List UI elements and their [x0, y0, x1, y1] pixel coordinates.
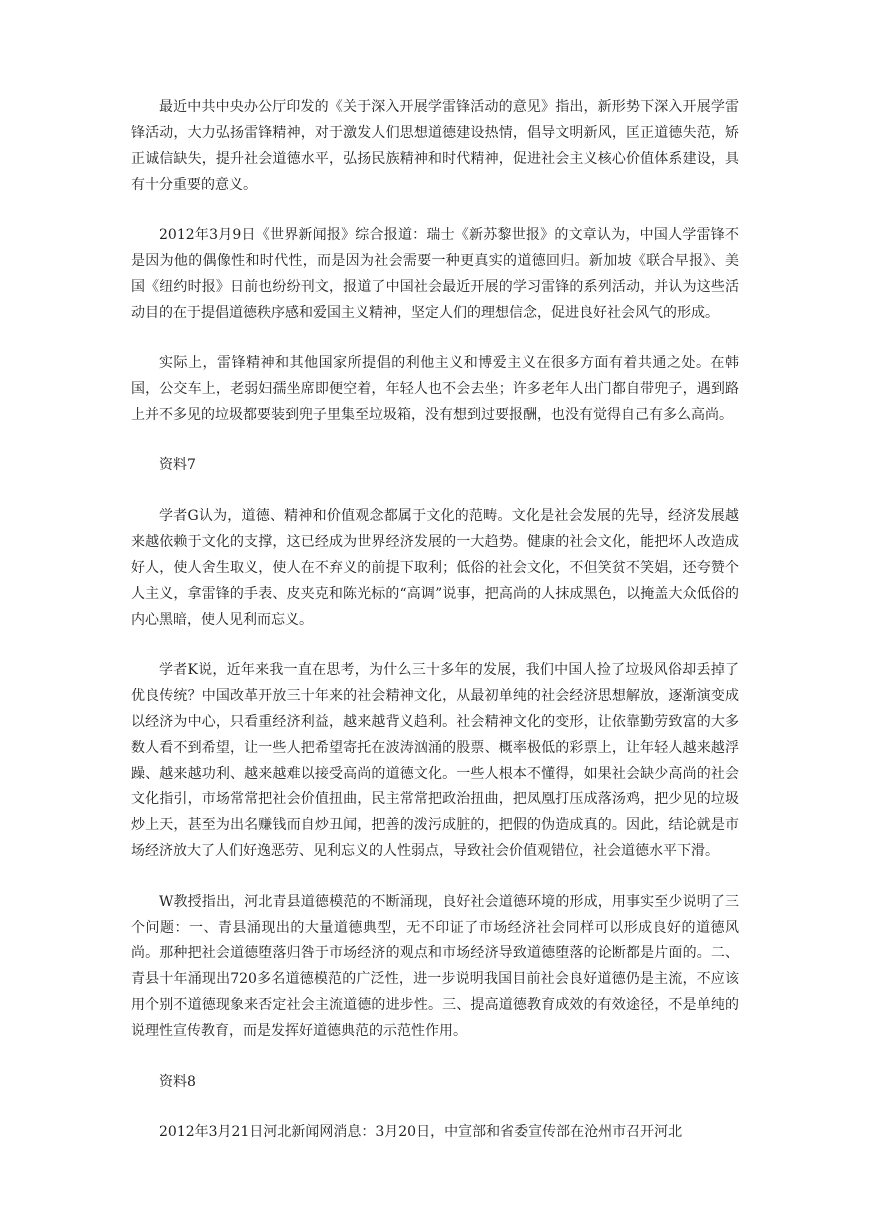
paragraph-hebei-news: 2012年3月21日河北新闻网消息：3月20日，中宣部和省委宣传部在沧州市召开河北	[159, 1124, 683, 1140]
paragraph-lei-feng-opinion: 最近中共中央办公厅印发的《关于深入开展学雷锋活动的意见》指出，新形势下深入开展学雷锋活动，大力弘扬雷锋精神，对于激发人们思想道德建设热情，倡导文明新风，匡正道德失范，矫正诚信缺失，提升社会道德水平，弘扬民族精神和时代精神，促进社会主义核心价值体系建设，具有十分重要的意义。	[131, 99, 739, 193]
paragraph-professor-w: W教授指出，河北青县道德模范的不断涌现，良好社会道德环境的形成，用事实至少说明了三个问题：一、青县涌现出的大量道德典型，无不印证了市场经济社会同样可以形成良好的道德风尚。那种把社会道德堕落归咎于市场经济的观点和市场经济导致道德堕落的论断都是片面的。二、青县十年涌现出720多名道德模范的广泛性，进一步说明我国目前社会良好道德仍是主流，不应该用个别不道德现象来否定社会主流道德的进步性。三、提高道德教育成效的有效途径，不是单纯的说理性宣传教育，而是发挥好道德典范的示范性作用。	[131, 893, 739, 1040]
paragraph-world-news-report: 2012年3月9日《世界新闻报》综合报道：瑞士《新苏黎世报》的文章认为，中国人学雷锋不是因为他的偶像性和时代性，而是因为社会需要一种更真实的道德回归。新加坡《联合早报》、美国《纽约时报》日前也纷纷刊文，报道了中国社会最近开展的学习雷锋的系列活动，并认为这些活动目的在于提倡道德秩序感和爱国主义精神，坚定人们的理想信念，促进良好社会风气的形成。	[131, 227, 739, 321]
section-heading-material-8: 资料8	[159, 1073, 196, 1090]
paragraph-altruism-korea: 实际上，雷锋精神和其他国家所提倡的利他主义和博爱主义在很多方面有着共通之处。在韩国，公交车上，老弱妇孺坐席即便空着，年轻人也不会去坐；许多老年人出门都自带兜子，遇到路上并不多见的垃圾都要装到兜子里集至垃圾箱，没有想到过要报酬，也没有觉得自己有多么高尚。	[131, 355, 739, 424]
section-heading-material-7: 资料7	[159, 457, 196, 474]
paragraph-scholar-k: 学者K说，近年来我一直在思考，为什么三十多年的发展，我们中国人捡了垃圾风俗却丢掉了优良传统？中国改革开放三十年来的社会精神文化，从最初单纯的社会经济思想解放，逐渐演变成以经济为中心，只看重经济利益，越来越背义趋利。社会精神文化的变形，让依靠勤劳致富的大多数人看不到希望，让一些人把希望寄托在波涛汹涌的股票、概率极低的彩票上，让年轻人越来越浮躁、越来越功利、越来越难以接受高尚的道德文化。一些人根本不懂得，如果社会缺少高尚的社会文化指引，市场常常把社会价值扭曲，民主常常把政治扭曲，把凤凰打压成落汤鸡，把少见的垃圾炒上天，甚至为出名赚钱而自炒丑闻，把善的泼污成脏的，把假的伪造成真的。因此，结论就是市场经济放大了人们好逸恶劳、见利忘义的人性弱点，导致社会价值观错位，社会道德水平下滑。	[131, 661, 739, 860]
document-page	[131, 95, 739, 1170]
paragraph-scholar-g: 学者G认为，道德、精神和价值观念都属于文化的范畴。文化是社会发展的先导，经济发展越来越依赖于文化的支撑，这已经成为世界经济发展的一大趋势。健康的社会文化，能把坏人改造成好人，使人舍生取义，使人在不弃义的前提下取利；低俗的社会文化，不但笑贫不笑娼，还夸赞个人主义，拿雷锋的手表、皮夹克和陈光标的“高调”说事，把高尚的人抹成黑色，以掩盖大众低俗的内心黑暗，使人见利而忘义。	[131, 507, 739, 628]
